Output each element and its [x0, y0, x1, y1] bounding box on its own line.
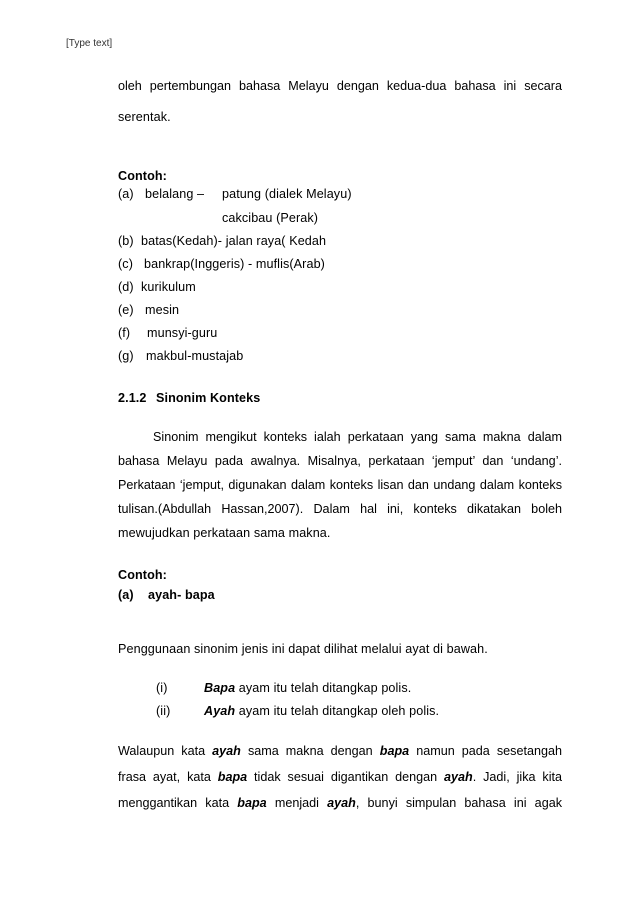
closing-line — [118, 796, 562, 810]
para-line: Sinonim mengikut konteks ialah perkataan yang sama makna dalam — [153, 430, 562, 444]
text-run: menggantikan kata — [118, 796, 238, 810]
text-run: . Jadi, jika kita — [472, 770, 562, 784]
keyword: bapa — [237, 796, 267, 810]
text-run: tidak sesuai digantikan dengan — [247, 770, 445, 784]
section-title: Sinonim Konteks — [156, 391, 261, 405]
intro-line-2: serentak. — [118, 110, 171, 124]
example-number: (ii) — [156, 704, 171, 718]
list-label: (b) — [118, 234, 134, 248]
usage-intro: Penggunaan sinonim jenis ini dapat dilihat melalui ayat di bawah. — [118, 642, 488, 656]
para-line: tulisan.(Abdullah Hassan,2007). Dalam hal ini, konteks dikatakan boleh — [118, 502, 562, 516]
keyword: ayah — [212, 744, 241, 758]
list-label: (c) — [118, 257, 133, 271]
example-keyword: Bapa — [204, 681, 236, 695]
example-pair-label: (a) — [118, 588, 134, 602]
para-line: Perkataan ‘jemput, digunakan dalam konteks lisan dan undang dalam konteks — [118, 478, 562, 492]
para-line: bahasa Melayu pada awalnya. Misalnya, perkataan ‘jemput’ dan ‘undang’. — [118, 454, 562, 468]
example-rest: ayam itu telah ditangkap polis. — [235, 681, 412, 695]
list-text: makbul-mustajab — [146, 349, 244, 363]
list-extra: patung (dialek Melayu) — [222, 187, 352, 201]
list-text: munsyi-guru — [147, 326, 218, 340]
intro-line-1: oleh pertembungan bahasa Melayu dengan kedua-dua bahasa ini secara — [118, 79, 562, 93]
list-extra: cakcibau (Perak) — [222, 211, 319, 225]
list-label: (e) — [118, 303, 134, 317]
list-label: (g) — [118, 349, 134, 363]
example-keyword: Ayah — [204, 704, 236, 718]
example-number: (i) — [156, 681, 168, 695]
text-run: sama makna dengan — [240, 744, 380, 758]
text-run: Walaupun kata — [118, 744, 213, 758]
list-label: (f) — [118, 326, 131, 340]
closing-line — [118, 770, 562, 784]
keyword: bapa — [217, 770, 248, 784]
example-pair: ayah- bapa — [148, 588, 215, 602]
example-sentence — [204, 681, 411, 695]
keyword: bapa — [379, 744, 410, 758]
example-sentence — [204, 704, 439, 718]
example-rest: ayam itu telah ditangkap oleh polis. — [235, 704, 440, 718]
contoh-heading-2: Contoh: — [118, 568, 167, 582]
keyword: ayah — [327, 796, 356, 810]
list-text: mesin — [145, 303, 180, 317]
list-text: bankrap(Inggeris) - muflis(Arab) — [144, 257, 325, 271]
text-run: frasa ayat, kata — [118, 770, 218, 784]
closing-line — [118, 744, 562, 758]
page-header: [Type text] — [66, 38, 113, 49]
list-text: belalang – — [145, 187, 205, 201]
contoh-heading-1: Contoh: — [118, 169, 167, 183]
text-run: namun pada sesetangah — [409, 744, 562, 758]
text-run: , bunyi simpulan bahasa ini agak — [355, 796, 562, 810]
list-text: kurikulum — [141, 280, 196, 294]
list-label: (d) — [118, 280, 134, 294]
keyword: ayah — [444, 770, 473, 784]
para-line-last: mewujudkan perkataan sama makna. — [118, 526, 331, 540]
text-run: menjadi — [266, 796, 328, 810]
list-label: (a) — [118, 187, 134, 201]
list-text: batas(Kedah)- jalan raya( Kedah — [141, 234, 327, 248]
section-number: 2.1.2 — [118, 391, 147, 405]
